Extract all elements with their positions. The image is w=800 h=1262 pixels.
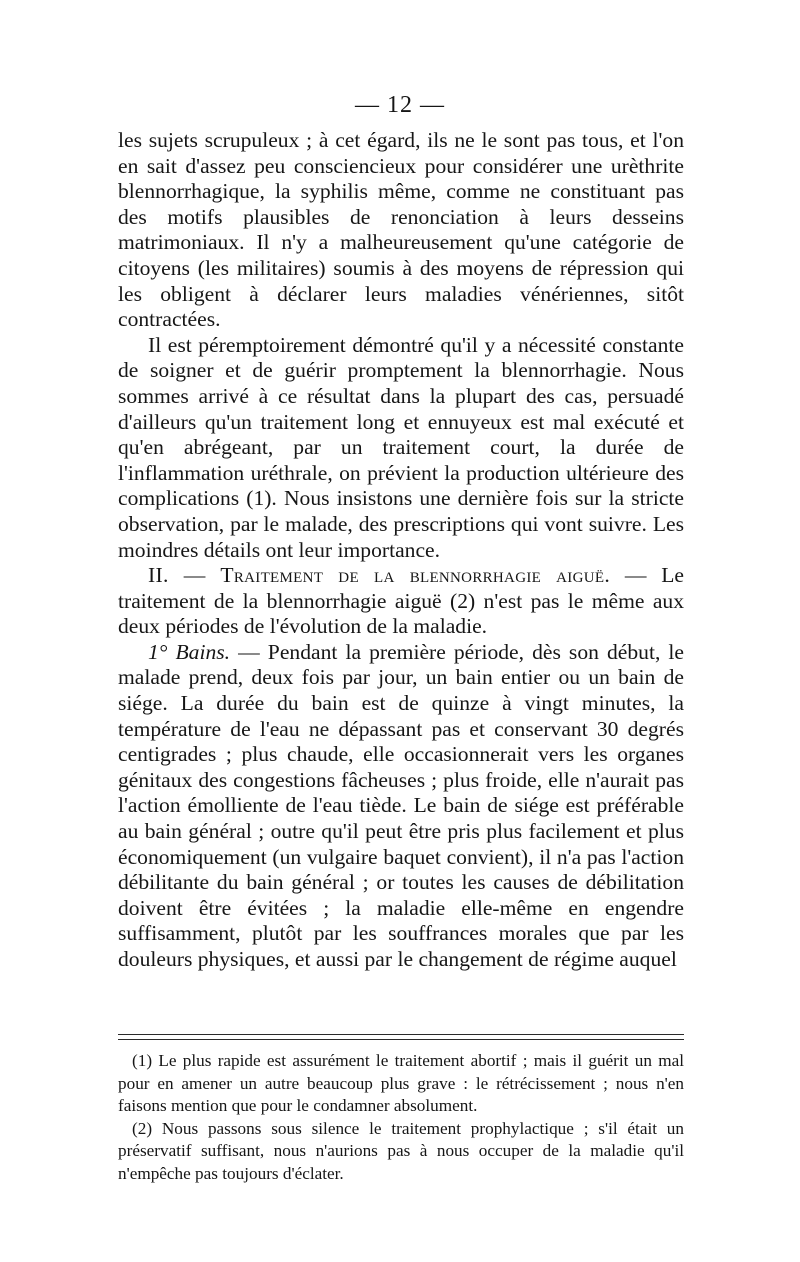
page-number: — 12 — <box>355 92 445 118</box>
section-paragraph <box>118 563 684 640</box>
body-text <box>118 128 684 973</box>
subsection-paragraph <box>118 640 684 973</box>
footnote-separator <box>118 1030 684 1046</box>
footnote-1: (1) Le plus rapide est assurément le traitement abortif ; mais il guérit un mal pour en amener un autre beaucoup plus grave : le rétrécissement ; nous n'en faisons mention que pour le condamner absolument. <box>118 1051 684 1115</box>
continuation-paragraph: les sujets scrupuleux ; à cet égard, ils ne le sont pas tous, et l'on en sait d'assez peu consciencieux pour considérer une urèthrite blennorrhagique, la syphilis même, comme ne constituant pas des motifs plausibles de renonciation à leurs desseins matrimoniaux. Il n'y a malheureusement qu'une catégorie de citoyens (les militaires) soumis à des moyens de répression qui les obligent à déclarer leurs maladies vénériennes, sitôt contractées. <box>118 128 684 332</box>
paragraph-necessity: Il est péremptoirement démontré qu'il y a nécessité constante de soigner et de guérir promptement la blennorrhagie. Nous sommes arrivé à ce résultat dans la plupart des cas, persuadé d'ailleurs qu'un traitement long et ennuyeux est mal exécuté et qu'en abrégeant, par un traitement court, la durée de l'inflammation uréthrale, on prévient la production ultérieure des complications (1). Nous insistons une dernière fois sur la stricte observation, par le malade, des prescriptions qui vont suivre. Les moindres détails ont leur importance. <box>118 332 684 562</box>
section-intro-text: — Le traitement de la blennorrhagie aiguë (2) n'est pas le même aux deux périodes de l'évolution de la maladie. <box>118 563 685 639</box>
subsection-text: — Pendant la première période, dès son début, le malade prend, deux fois par jour, un bain entier ou un bain de siége. La durée du bain est de quinze à vingt minutes, la température de l'eau ne dépassant pas et conservant 30 degrés centigrades ; plus chaude, elle occasionnerait vers les organes génitaux des congestions fâcheuses ; plus froide, elle n'aurait pas l'action émolliente de l'eau tiède. Le bain de siége est préférable au bain général ; outre qu'il peut être pris plus facilement et plus économiquement (un vulgaire baquet convient), il n'a pas l'action débilitante du bain général ; or toutes les causes de débilitation doivent être évitées ; la maladie elle-même en engendre suffisamment, plutôt par les souffrances morales que par les douleurs physiques, et aussi par le changement de régime auquel <box>118 639 685 971</box>
subsection-title: 1° Bains. <box>148 639 231 664</box>
footnotes <box>118 1050 684 1185</box>
section-heading: II. — Traitement de la blennorrhagie aiguë. <box>148 563 611 588</box>
footnote-2: (2) Nous passons sous silence le traitement prophylactique ; s'il était un préservatif suffisant, nous n'aurions pas à nous occuper de la maladie qu'il n'empêche pas toujours d'éclater. <box>118 1118 684 1183</box>
